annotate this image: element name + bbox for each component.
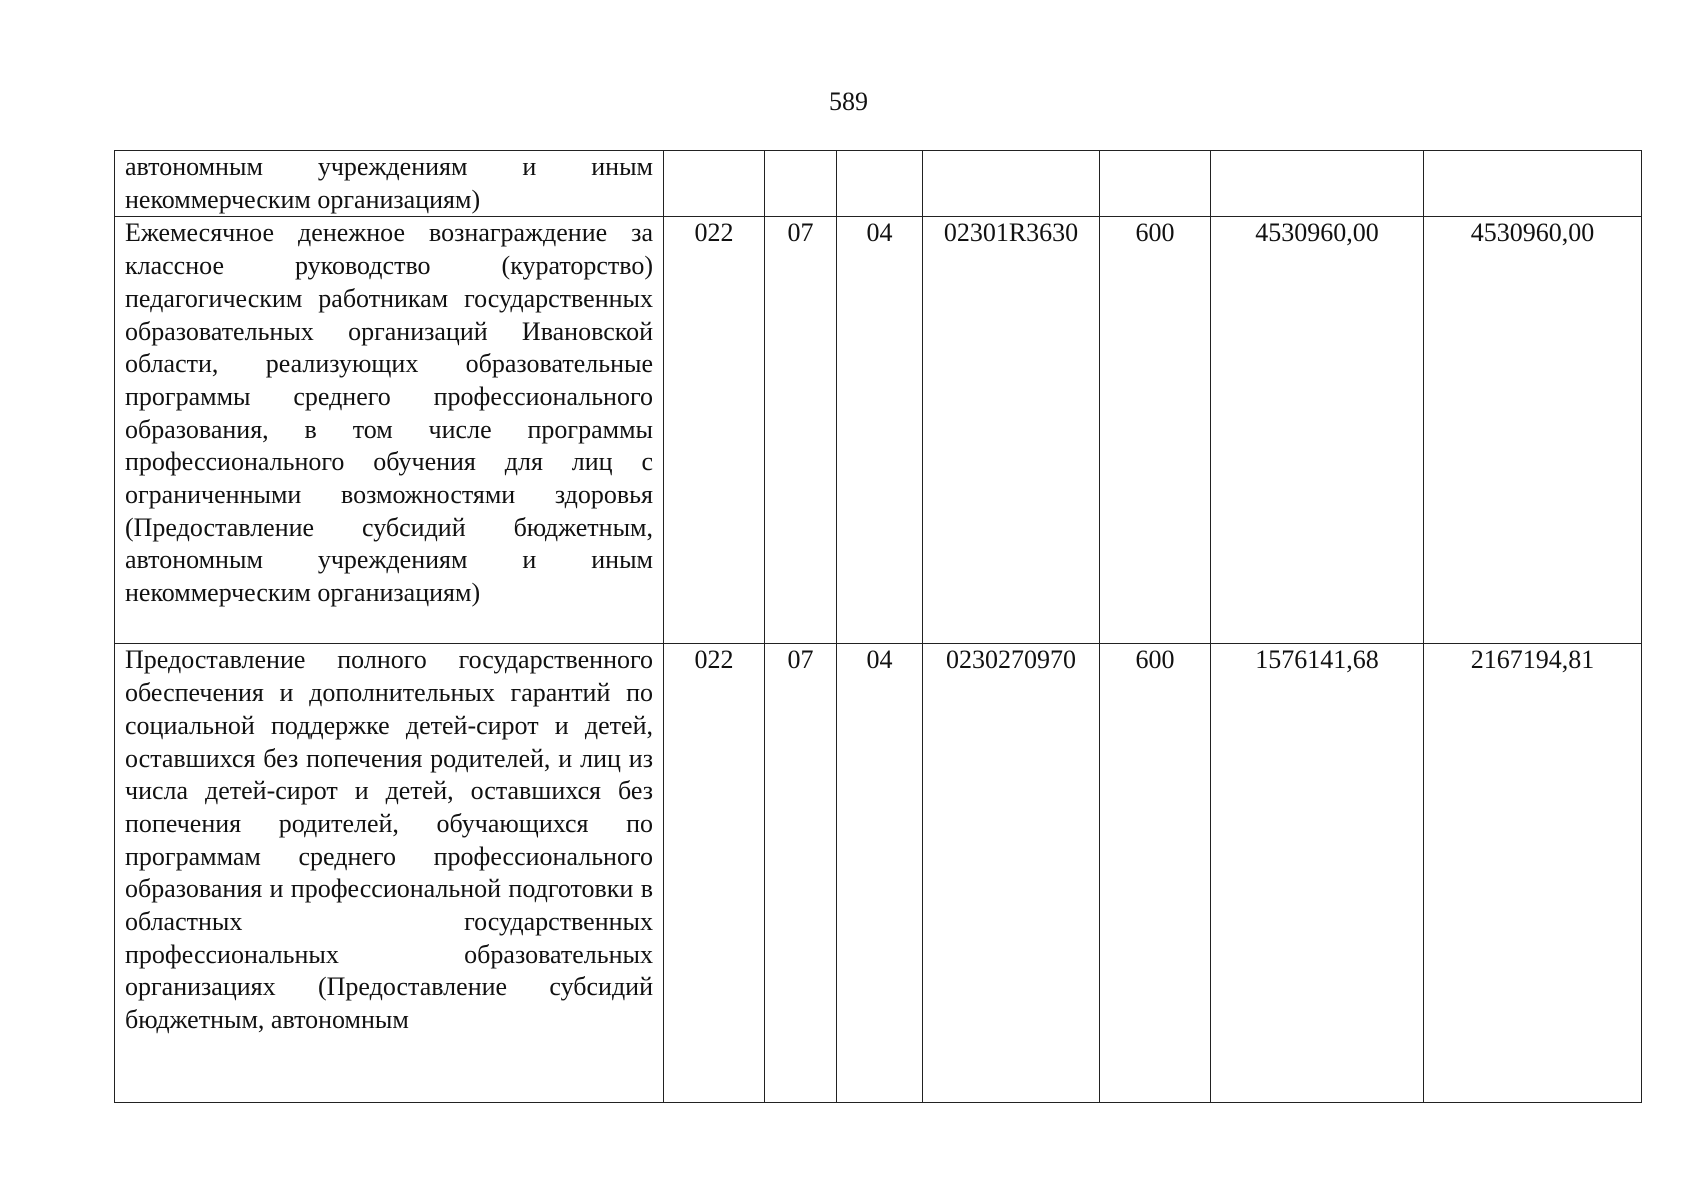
amount-year-1 (1211, 151, 1424, 217)
target-article-code (923, 151, 1100, 217)
section-code: 07 (765, 217, 837, 644)
expense-type-code (1100, 151, 1211, 217)
table-row (115, 151, 1642, 217)
ministry-code: 022 (664, 217, 765, 644)
row-description: Предоставление полного государственного обеспечения и дополнительных гарантий по социальной поддержке детей-сирот и детей, оставшихся без попечения родителей, и лиц из числа детей-сирот и детей, оставшихся без попечения родителей, обучающихся по программам среднего профессионального образования и профессиональной подготовки в областных государственных профессиональных образовательных организациях (Предоставление субсидий бюджетным, автономным (115, 644, 664, 1103)
table-row (115, 644, 1642, 1103)
amount-year-2 (1424, 151, 1642, 217)
amount-year-1: 1576141,68 (1211, 644, 1424, 1103)
ministry-code (664, 151, 765, 217)
subsection-code: 04 (837, 644, 923, 1103)
target-article-code: 02301R3630 (923, 217, 1100, 644)
table-row (115, 217, 1642, 644)
amount-year-2: 4530960,00 (1424, 217, 1642, 644)
section-code (765, 151, 837, 217)
target-article-code: 0230270970 (923, 644, 1100, 1103)
expense-type-code: 600 (1100, 217, 1211, 644)
row-description: автономным учреждениям и иным некоммерческим организациям) (115, 151, 664, 217)
subsection-code (837, 151, 923, 217)
amount-year-1: 4530960,00 (1211, 217, 1424, 644)
ministry-code: 022 (664, 644, 765, 1103)
amount-year-2: 2167194,81 (1424, 644, 1642, 1103)
section-code: 07 (765, 644, 837, 1103)
page-number: 589 (829, 87, 868, 116)
subsection-code: 04 (837, 217, 923, 644)
budget-table (114, 150, 1642, 1103)
expense-type-code: 600 (1100, 644, 1211, 1103)
row-description: Ежемесячное денежное вознаграждение за классное руководство (кураторство) педагогическим работникам государственных образовательных организаций Ивановской области, реализующих образовательные программы среднего профессионального образования, в том числе программы профессионального обучения для лиц с ограниченными возможностями здоровья (Предоставление субсидий бюджетным, автономным учреждениям и иным некоммерческим организациям) (115, 217, 664, 644)
